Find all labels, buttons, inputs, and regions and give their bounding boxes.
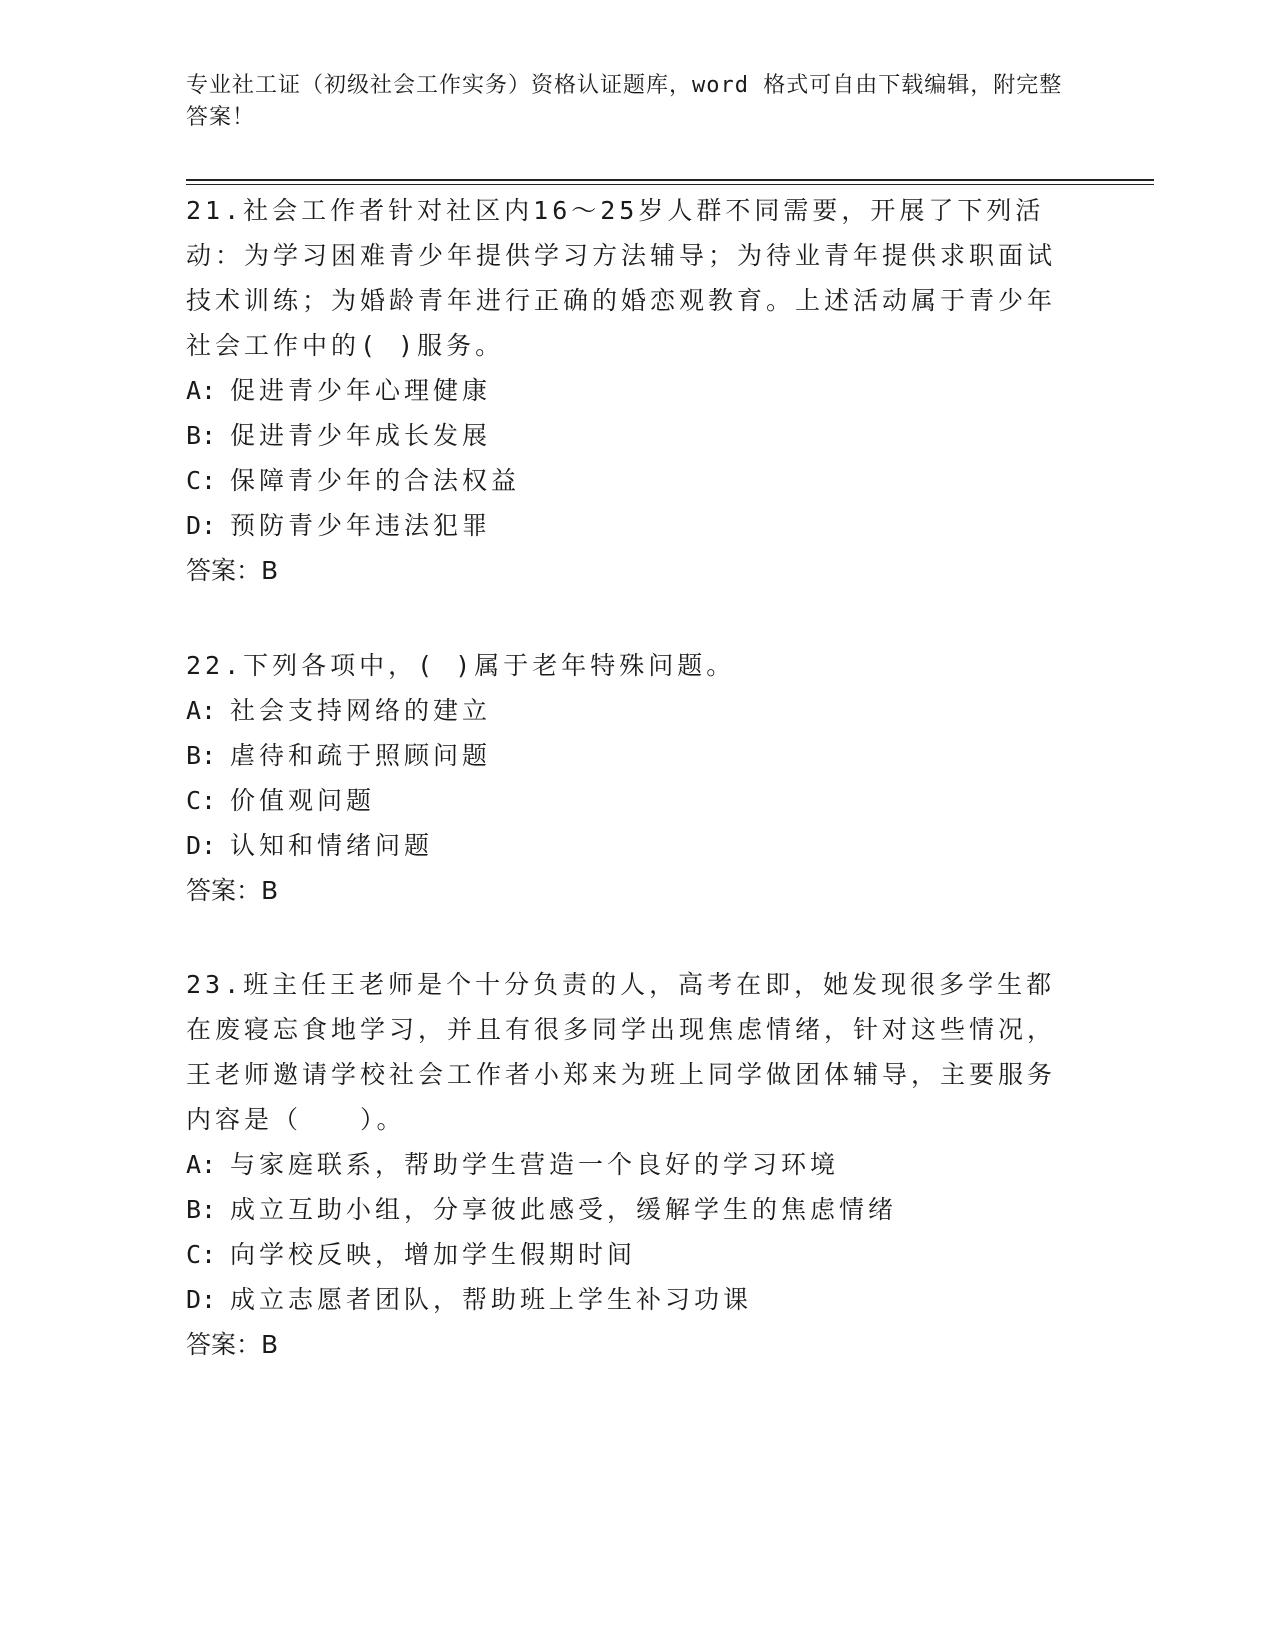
question-stem: 21.社会工作者针对社区内16～25岁人群不同需要，开展了下列活动：为学习困难青少年提供学习方法辅导；为待业青年提供求职面试技术训练；为婚龄青年进行正确的婚恋观教育。上述活动属于青少年社会工作中的( )服务。 xyxy=(186,196,1057,360)
option-letter: D: xyxy=(186,831,217,860)
option-a xyxy=(186,368,1066,413)
question-stem: 23.班主任王老师是个十分负责的人，高考在即，她发现很多学生都在废寝忘食地学习，并且有很多同学出现焦虑情绪，针对这些情况，王老师邀请学校社会工作者小郑来为班上同学做团体辅导，主要服务内容是（ ）。 xyxy=(186,970,1057,1134)
option-letter: B: xyxy=(186,1195,217,1224)
option-letter: B: xyxy=(186,741,217,770)
option-text: 促进青少年心理健康 xyxy=(230,376,492,405)
option-c xyxy=(186,1232,1066,1277)
option-text: 预防青少年违法犯罪 xyxy=(230,511,492,540)
option-letter: D: xyxy=(186,511,217,540)
option-text: 向学校反映，增加学生假期时间 xyxy=(230,1240,637,1269)
option-d xyxy=(186,1277,1066,1322)
option-text: 保障青少年的合法权益 xyxy=(230,466,521,495)
option-letter: C: xyxy=(186,1240,217,1269)
option-b xyxy=(186,733,1066,778)
option-letter: A: xyxy=(186,1150,217,1179)
option-letter: B: xyxy=(186,421,217,450)
option-letter: C: xyxy=(186,786,217,815)
option-letter: A: xyxy=(186,376,217,405)
option-letter: A: xyxy=(186,696,217,725)
answer-line: 答案：B xyxy=(186,556,279,585)
option-letter: D: xyxy=(186,1285,217,1314)
option-text: 社会支持网络的建立 xyxy=(230,696,492,725)
option-text: 成立志愿者团队，帮助班上学生补习功课 xyxy=(230,1285,753,1314)
question-21 xyxy=(186,188,1066,593)
option-text: 价值观问题 xyxy=(230,786,376,815)
question-stem: 22.下列各项中，( )属于老年特殊问题。 xyxy=(186,651,736,680)
question-22 xyxy=(186,643,1066,913)
document-header xyxy=(186,70,1066,134)
option-c xyxy=(186,458,1066,503)
option-b xyxy=(186,1187,1066,1232)
option-b xyxy=(186,413,1066,458)
option-text: 虐待和疏于照顾问题 xyxy=(230,741,492,770)
option-letter: C: xyxy=(186,466,217,495)
header-divider-thin xyxy=(186,184,1154,185)
option-a xyxy=(186,688,1066,733)
option-text: 成立互助小组，分享彼此感受，缓解学生的焦虑情绪 xyxy=(230,1195,898,1224)
option-a xyxy=(186,1142,1066,1187)
option-d xyxy=(186,823,1066,868)
answer-line: 答案：B xyxy=(186,1330,279,1359)
option-c xyxy=(186,778,1066,823)
option-text: 认知和情绪问题 xyxy=(230,831,434,860)
option-text: 促进青少年成长发展 xyxy=(230,421,492,450)
header-divider-thick xyxy=(186,179,1154,181)
question-23 xyxy=(186,962,1066,1367)
option-text: 与家庭联系，帮助学生营造一个良好的学习环境 xyxy=(230,1150,840,1179)
option-d xyxy=(186,503,1066,548)
answer-line: 答案：B xyxy=(186,876,279,905)
header-title: 专业社工证（初级社会工作实务）资格认证题库，word 格式可自由下载编辑，附完整答案！ xyxy=(186,73,1063,130)
